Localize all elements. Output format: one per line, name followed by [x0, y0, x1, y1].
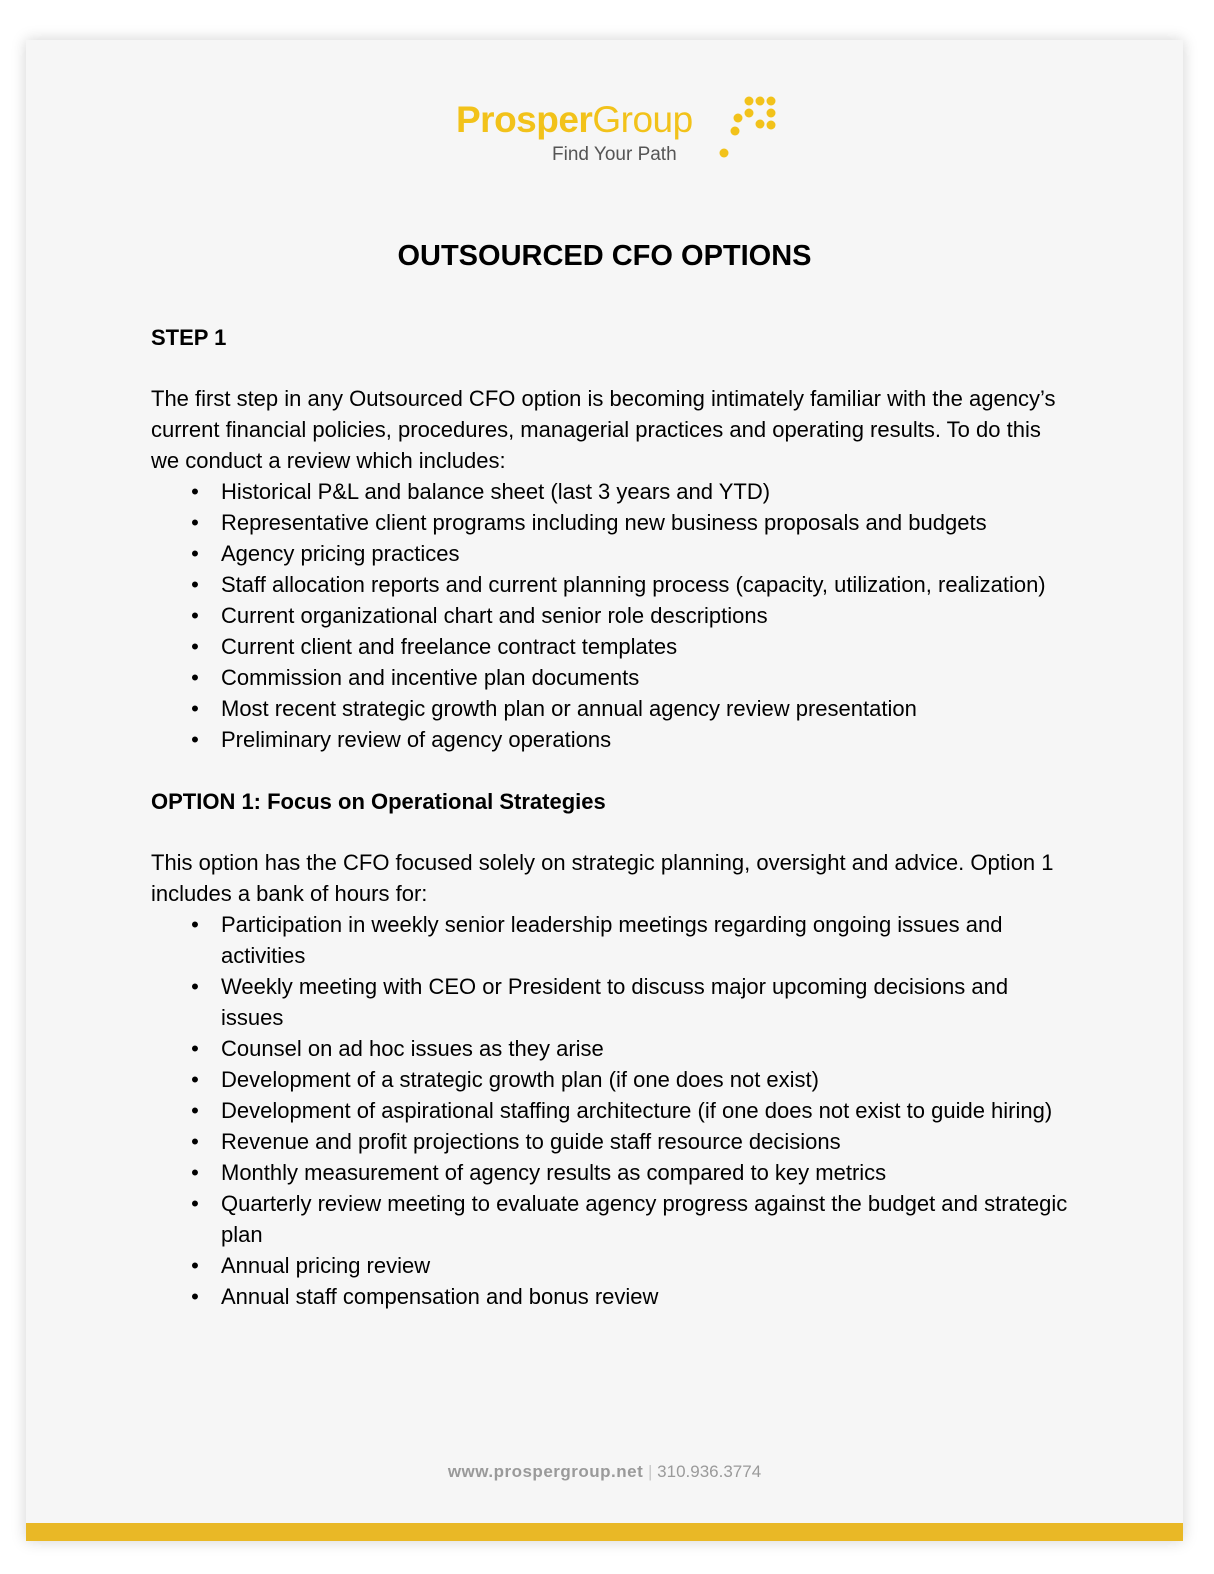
bullet-icon: •: [191, 510, 199, 535]
list-item-text: Representative client programs including new business proposals and budgets: [221, 510, 987, 535]
list-item-text: Annual staff compensation and bonus review: [221, 1284, 659, 1309]
list-item: [151, 538, 1071, 569]
list-item: [151, 476, 1071, 507]
bullet-icon: •: [191, 634, 199, 659]
bullet-icon: •: [191, 572, 199, 597]
dot-cluster-icon: [714, 95, 776, 161]
list-item-text: Monthly measurement of agency results as compared to key metrics: [221, 1160, 887, 1185]
bullet-icon: •: [191, 541, 199, 566]
footer-phone: 310.936.3774: [657, 1462, 762, 1481]
logo-name-light: Group: [592, 99, 693, 140]
bullet-icon: •: [191, 912, 199, 937]
bullet-icon: •: [191, 727, 199, 752]
list-item: [151, 1033, 1071, 1064]
option1-list: [151, 909, 1071, 1312]
footer-separator: |: [648, 1462, 653, 1481]
prosper-group-logo: [456, 95, 776, 170]
list-item-text: Historical P&L and balance sheet (last 3 years and YTD): [221, 479, 771, 504]
list-item-text: Most recent strategic growth plan or annual agency review presentation: [221, 696, 917, 721]
bullet-icon: •: [191, 696, 199, 721]
bullet-icon: •: [191, 1253, 199, 1278]
list-item-text: Preliminary review of agency operations: [221, 727, 612, 752]
bullet-icon: •: [191, 1129, 199, 1154]
bullet-icon: •: [191, 1098, 199, 1123]
bullet-icon: •: [191, 479, 199, 504]
list-item: [151, 1250, 1071, 1281]
bullet-icon: •: [191, 974, 199, 999]
list-item: [151, 724, 1071, 755]
list-item: [151, 1126, 1071, 1157]
list-item-text: Development of a strategic growth plan (if one does not exist): [221, 1067, 819, 1092]
bullet-icon: •: [191, 1036, 199, 1061]
list-item-text: Participation in weekly senior leadership meetings regarding ongoing issues and activities: [221, 912, 1003, 968]
list-item-text: Commission and incentive plan documents: [221, 665, 640, 690]
list-item: [151, 600, 1071, 631]
list-item-text: Current organizational chart and senior role descriptions: [221, 603, 768, 628]
document-title: OUTSOURCED CFO OPTIONS: [397, 240, 812, 272]
bullet-icon: •: [191, 1067, 199, 1092]
list-item-text: Counsel on ad hoc issues as they arise: [221, 1036, 604, 1061]
page-footer: [26, 1462, 1183, 1482]
list-item: [151, 1157, 1071, 1188]
list-item: [151, 909, 1071, 971]
list-item: [151, 1064, 1071, 1095]
list-item: [151, 662, 1071, 693]
bullet-icon: •: [191, 1191, 199, 1216]
list-item-text: Quarterly review meeting to evaluate agency progress against the budget and strategic plan: [221, 1191, 1068, 1247]
list-item-text: Staff allocation reports and current planning process (capacity, utilization, realization): [221, 572, 1046, 597]
list-item-text: Agency pricing practices: [221, 541, 460, 566]
logo-name-bold: Prosper: [456, 99, 593, 140]
list-item: [151, 1188, 1071, 1250]
bullet-icon: •: [191, 665, 199, 690]
document-body: [151, 322, 1071, 1343]
document-page: [26, 40, 1183, 1541]
option1-intro: This option has the CFO focused solely on strategic planning, oversight and advice. Option 1 includes a bank of hours for:: [151, 850, 1054, 906]
list-item: [151, 1095, 1071, 1126]
footer-accent-bar: [26, 1523, 1183, 1541]
logo-wordmark: [456, 99, 693, 141]
option1-heading: OPTION 1: Focus on Operational Strategies: [151, 789, 606, 814]
step1-intro: The first step in any Outsourced CFO option is becoming intimately familiar with the agency’s current financial policies, procedures, managerial practices and operating results. To do this we conduct a review which includes:: [151, 386, 1056, 473]
list-item: [151, 693, 1071, 724]
bullet-icon: •: [191, 1284, 199, 1309]
bullet-icon: •: [191, 1160, 199, 1185]
step1-heading: STEP 1: [151, 325, 227, 350]
bullet-icon: •: [191, 603, 199, 628]
list-item-text: Annual pricing review: [221, 1253, 431, 1278]
footer-website-link[interactable]: www.prospergroup.net: [447, 1462, 644, 1481]
list-item: [151, 507, 1071, 538]
list-item: [151, 631, 1071, 662]
logo-tagline: Find Your Path: [552, 144, 677, 165]
list-item-text: Weekly meeting with CEO or President to discuss major upcoming decisions and issues: [221, 974, 1009, 1030]
list-item: [151, 971, 1071, 1033]
list-item-text: Development of aspirational staffing architecture (if one does not exist to guide hiring): [221, 1098, 1053, 1123]
list-item-text: Current client and freelance contract templates: [221, 634, 678, 659]
list-item-text: Revenue and profit projections to guide staff resource decisions: [221, 1129, 841, 1154]
list-item: [151, 1281, 1071, 1312]
list-item: [151, 569, 1071, 600]
step1-list: [151, 476, 1071, 755]
